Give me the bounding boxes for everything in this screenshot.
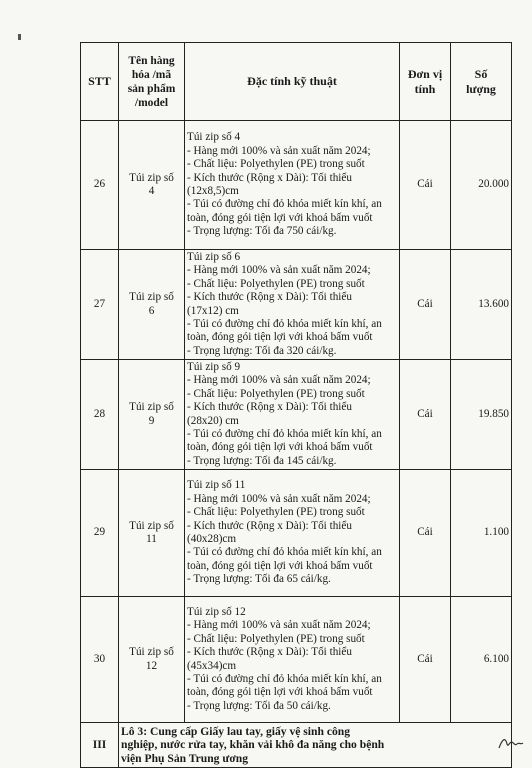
row-spec-line: (12x8,5)cm	[187, 185, 239, 197]
row-spec-line: - Túi có đường chỉ đỏ khóa miết kín khí, an	[187, 672, 382, 685]
row-spec-line: - Chất liệu: Polyethylen (PE) trong suốt	[187, 632, 365, 645]
row-spec-line: toàn, đóng gói tiện lợi với khoá bấm vuốt	[187, 441, 373, 454]
table-row	[81, 360, 512, 470]
row-product-name	[119, 597, 185, 723]
header-product-line: /model	[134, 96, 169, 109]
row-spec-line: - Kích thước (Rộng x Dài): Tối thiểu	[187, 401, 352, 414]
row-quantity: 19.850	[451, 360, 512, 470]
row-spec-line: - Chất liệu: Polyethylen (PE) trong suốt	[187, 506, 365, 519]
row-spec-line: - Túi có đường chỉ đỏ khóa miết kín khí, an	[187, 427, 382, 440]
row-spec-line: toàn, đóng gói tiện lợi với khoá bấm vuốt	[187, 686, 373, 699]
row-product-name	[119, 121, 185, 250]
row-spec-line: Túi zip số 4	[187, 131, 241, 144]
row-unit: Cái	[400, 360, 451, 470]
section-title-line: nghiệp, nước rửa tay, khăn vải khô đa năng cho bệnh	[121, 738, 385, 752]
section-number: III	[81, 723, 119, 768]
row-quantity: 6.100	[451, 597, 512, 723]
table-row	[81, 121, 512, 250]
specification-table	[80, 42, 512, 768]
header-product-line: Tên hàng	[128, 54, 175, 67]
row-unit: Cái	[400, 250, 451, 360]
header-unit-line: tính	[414, 81, 436, 96]
row-spec-line: - Trọng lượng: Tối đa 750 cái/kg.	[187, 225, 337, 238]
table-row	[81, 597, 512, 723]
table-header-row	[81, 43, 512, 121]
initials-signature	[497, 732, 525, 752]
row-spec-line: - Trọng lượng: Tối đa 50 cái/kg.	[187, 699, 331, 712]
header-quantity-line: lượng	[466, 81, 496, 96]
row-spec-line: (45x34)cm	[187, 659, 237, 672]
row-spec-line: - Kích thước (Rộng x Dài): Tối thiểu	[187, 646, 352, 659]
row-stt: 27	[81, 250, 119, 360]
row-spec-line: (40x28)cm	[187, 533, 237, 545]
row-spec-line: - Hàng mới 100% và sản xuất năm 2024;	[187, 492, 371, 505]
row-stt: 30	[81, 597, 119, 723]
header-quantity-line: Số	[474, 66, 488, 81]
row-spec-line: toàn, đóng gói tiện lợi với khoá bấm vuốt	[187, 331, 373, 344]
table-row	[81, 250, 512, 360]
section-title	[119, 723, 512, 768]
row-product-line: Túi zip số	[129, 401, 174, 414]
row-unit: Cái	[400, 470, 451, 597]
header-quantity	[451, 43, 512, 121]
header-technical-spec: Đặc tính kỹ thuật	[185, 43, 400, 121]
row-product-name	[119, 360, 185, 470]
row-spec-line: - Trọng lượng: Tối đa 320 cái/kg.	[187, 344, 337, 357]
page-edge-mark	[18, 34, 21, 40]
row-spec-line: - Chất liệu: Polyethylen (PE) trong suốt	[187, 387, 365, 400]
row-product-line: Túi zip số	[129, 519, 174, 532]
row-product-name	[119, 250, 185, 360]
row-technical-spec	[185, 597, 400, 723]
row-spec-line: - Chất liệu: Polyethylen (PE) trong suốt	[187, 158, 365, 171]
row-product-line: 11	[146, 533, 157, 545]
section-title-line: Lô 3: Cung cấp Giấy lau tay, giấy vệ sinh công	[121, 724, 351, 738]
row-product-line: Túi zip số	[129, 171, 174, 184]
row-stt: 28	[81, 360, 119, 470]
row-spec-line: - Kích thước (Rộng x Dài): Tối thiểu	[187, 519, 352, 532]
row-unit: Cái	[400, 597, 451, 723]
row-spec-line: - Chất liệu: Polyethylen (PE) trong suốt	[187, 277, 365, 290]
row-spec-line: - Trọng lượng: Tối đa 145 cái/kg.	[187, 454, 337, 467]
row-product-line: 4	[148, 185, 155, 197]
header-stt: STT	[81, 43, 119, 121]
header-unit	[400, 43, 451, 121]
row-spec-line: Túi zip số 11	[187, 479, 246, 492]
row-technical-spec	[185, 470, 400, 597]
row-unit: Cái	[400, 121, 451, 250]
row-technical-spec	[185, 250, 400, 360]
row-technical-spec	[185, 360, 400, 470]
section-row	[81, 723, 512, 768]
row-spec-line: toàn, đóng gói tiện lợi với khoá bấm vuốt	[187, 559, 373, 572]
row-quantity: 1.100	[451, 470, 512, 597]
row-spec-line: - Hàng mới 100% và sản xuất năm 2024;	[187, 144, 371, 157]
row-stt: 29	[81, 470, 119, 597]
row-spec-line: - Kích thước (Rộng x Dài): Tối thiểu	[187, 171, 352, 184]
row-spec-line: - Túi có đường chỉ đỏ khóa miết kín khí, an	[187, 546, 382, 559]
header-product-line: hóa /mã	[131, 68, 172, 81]
row-technical-spec	[185, 121, 400, 250]
row-spec-line: - Kích thước (Rộng x Dài): Tối thiểu	[187, 291, 352, 304]
row-spec-line: - Hàng mới 100% và sản xuất năm 2024;	[187, 619, 371, 632]
row-spec-line: Túi zip số 9	[187, 360, 241, 373]
row-quantity: 13.600	[451, 250, 512, 360]
row-spec-line: - Túi có đường chỉ đỏ khóa miết kín khí, an	[187, 198, 382, 211]
row-product-line: 12	[145, 659, 158, 672]
row-spec-line: Túi zip số 6	[187, 250, 241, 263]
header-product-name	[119, 43, 185, 121]
row-stt: 26	[81, 121, 119, 250]
row-spec-line: Túi zip số 12	[187, 605, 246, 618]
row-product-line: 9	[148, 414, 155, 427]
row-spec-line: (28x20) cm	[187, 414, 239, 427]
row-spec-line: - Hàng mới 100% và sản xuất năm 2024;	[187, 374, 371, 387]
row-product-line: Túi zip số	[129, 291, 174, 304]
row-spec-line: - Trọng lượng: Tối đa 65 cái/kg.	[187, 573, 331, 586]
row-spec-line: toàn, đóng gói tiện lợi với khoá bấm vuốt	[187, 211, 373, 224]
table-row	[81, 470, 512, 597]
header-product-line: sản phẩm	[127, 82, 176, 95]
row-spec-line: (17x12) cm	[187, 304, 239, 317]
row-product-line: 6	[148, 304, 155, 317]
row-spec-line: - Hàng mới 100% và sản xuất năm 2024;	[187, 264, 371, 277]
row-quantity: 20.000	[451, 121, 512, 250]
section-title-line: viện Phụ Sản Trung ương	[121, 751, 248, 765]
header-unit-line: Đơn vị	[407, 66, 443, 81]
row-product-line: Túi zip số	[129, 646, 174, 659]
row-product-name	[119, 470, 185, 597]
row-spec-line: - Túi có đường chỉ đỏ khóa miết kín khí, an	[187, 317, 382, 330]
